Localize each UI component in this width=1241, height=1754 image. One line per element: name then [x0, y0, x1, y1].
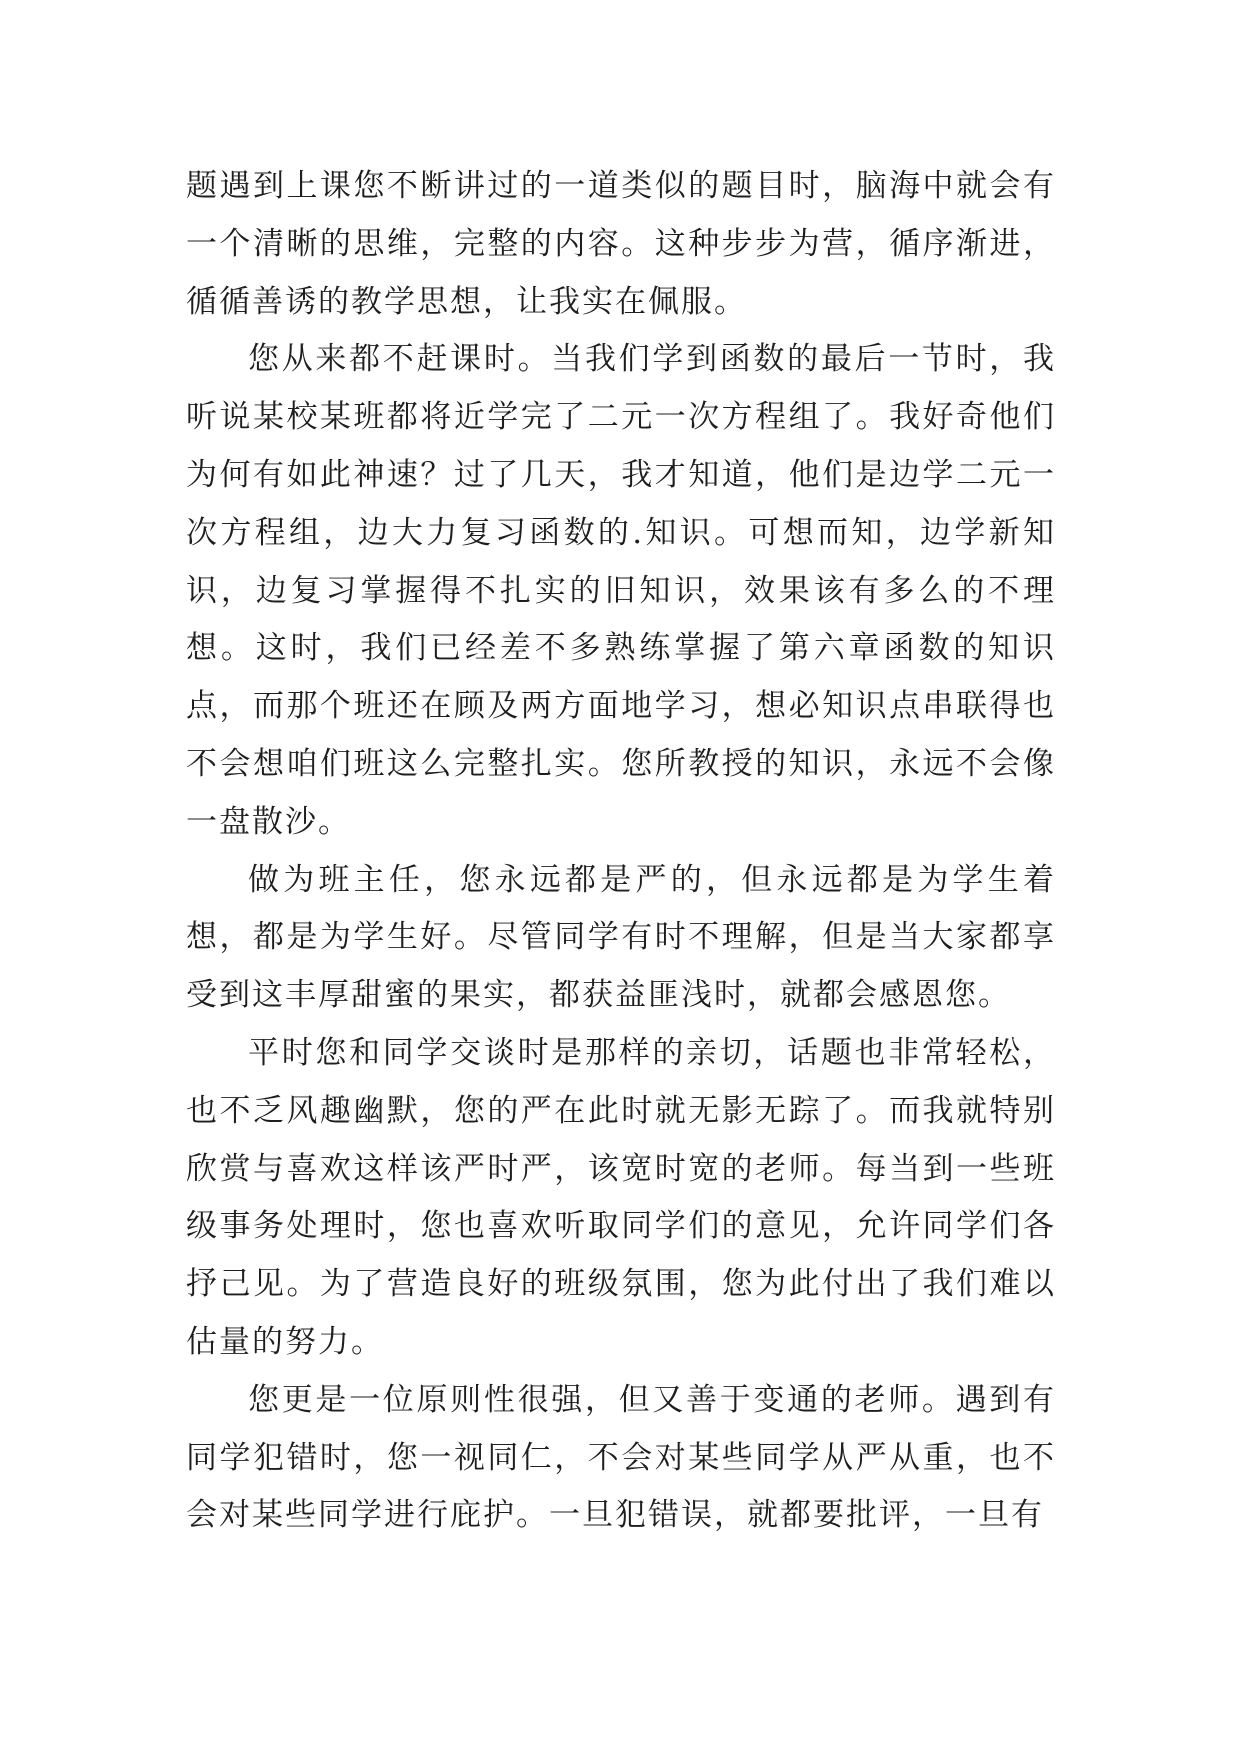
- paragraph-5: 您更是一位原则性很强，但又善于变通的老师。遇到有同学犯错时，您一视同仁，不会对某些同学从严从重，也不会对某些同学进行庇护。一旦犯错误，就都要批评，一旦有: [186, 1381, 1056, 1534]
- paragraph-3: 做为班主任，您永远都是严的，但永远都是为学生着想，都是为学生好。尽管同学有时不理解，但是当大家都享受到这丰厚甜蜜的果实，都获益匪浅时，就都会感恩您。: [186, 861, 1056, 1014]
- paragraph-2: 您从来都不赶课时。当我们学到函数的最后一节时，我听说某校某班都将近学完了二元一次方程组了。我好奇他们为何有如此神速？过了几天，我才知道，他们是边学二元一次方程组，边大力复习函数的.知识。可想而知，边学新知识，边复习掌握得不扎实的旧知识，效果该有多么的不理想。这时，我们已经差不多熟练掌握了第六章函数的知识点，而那个班还在顾及两方面地学习，想必知识点串联得也不会想咱们班这么完整扎实。您所教授的知识，永远不会像一盘散沙。: [186, 341, 1056, 840]
- paragraph-1: 题遇到上课您不断讲过的一道类似的题目时，脑海中就会有一个清晰的思维，完整的内容。这种步步为营，循序渐进，循循善诱的教学思想，让我实在佩服。: [186, 168, 1056, 320]
- paragraph-4: 平时您和同学交谈时是那样的亲切，话题也非常轻松，也不乏风趣幽默，您的严在此时就无影无踪了。而我就特别欣赏与喜欢这样该严时严，该宽时宽的老师。每当到一些班级事务处理时，您也喜欢听取同学们的意见，允许同学们各抒己见。为了营造良好的班级氛围，您为此付出了我们难以估量的努力。: [186, 1034, 1056, 1360]
- document-body: [186, 158, 1056, 1545]
